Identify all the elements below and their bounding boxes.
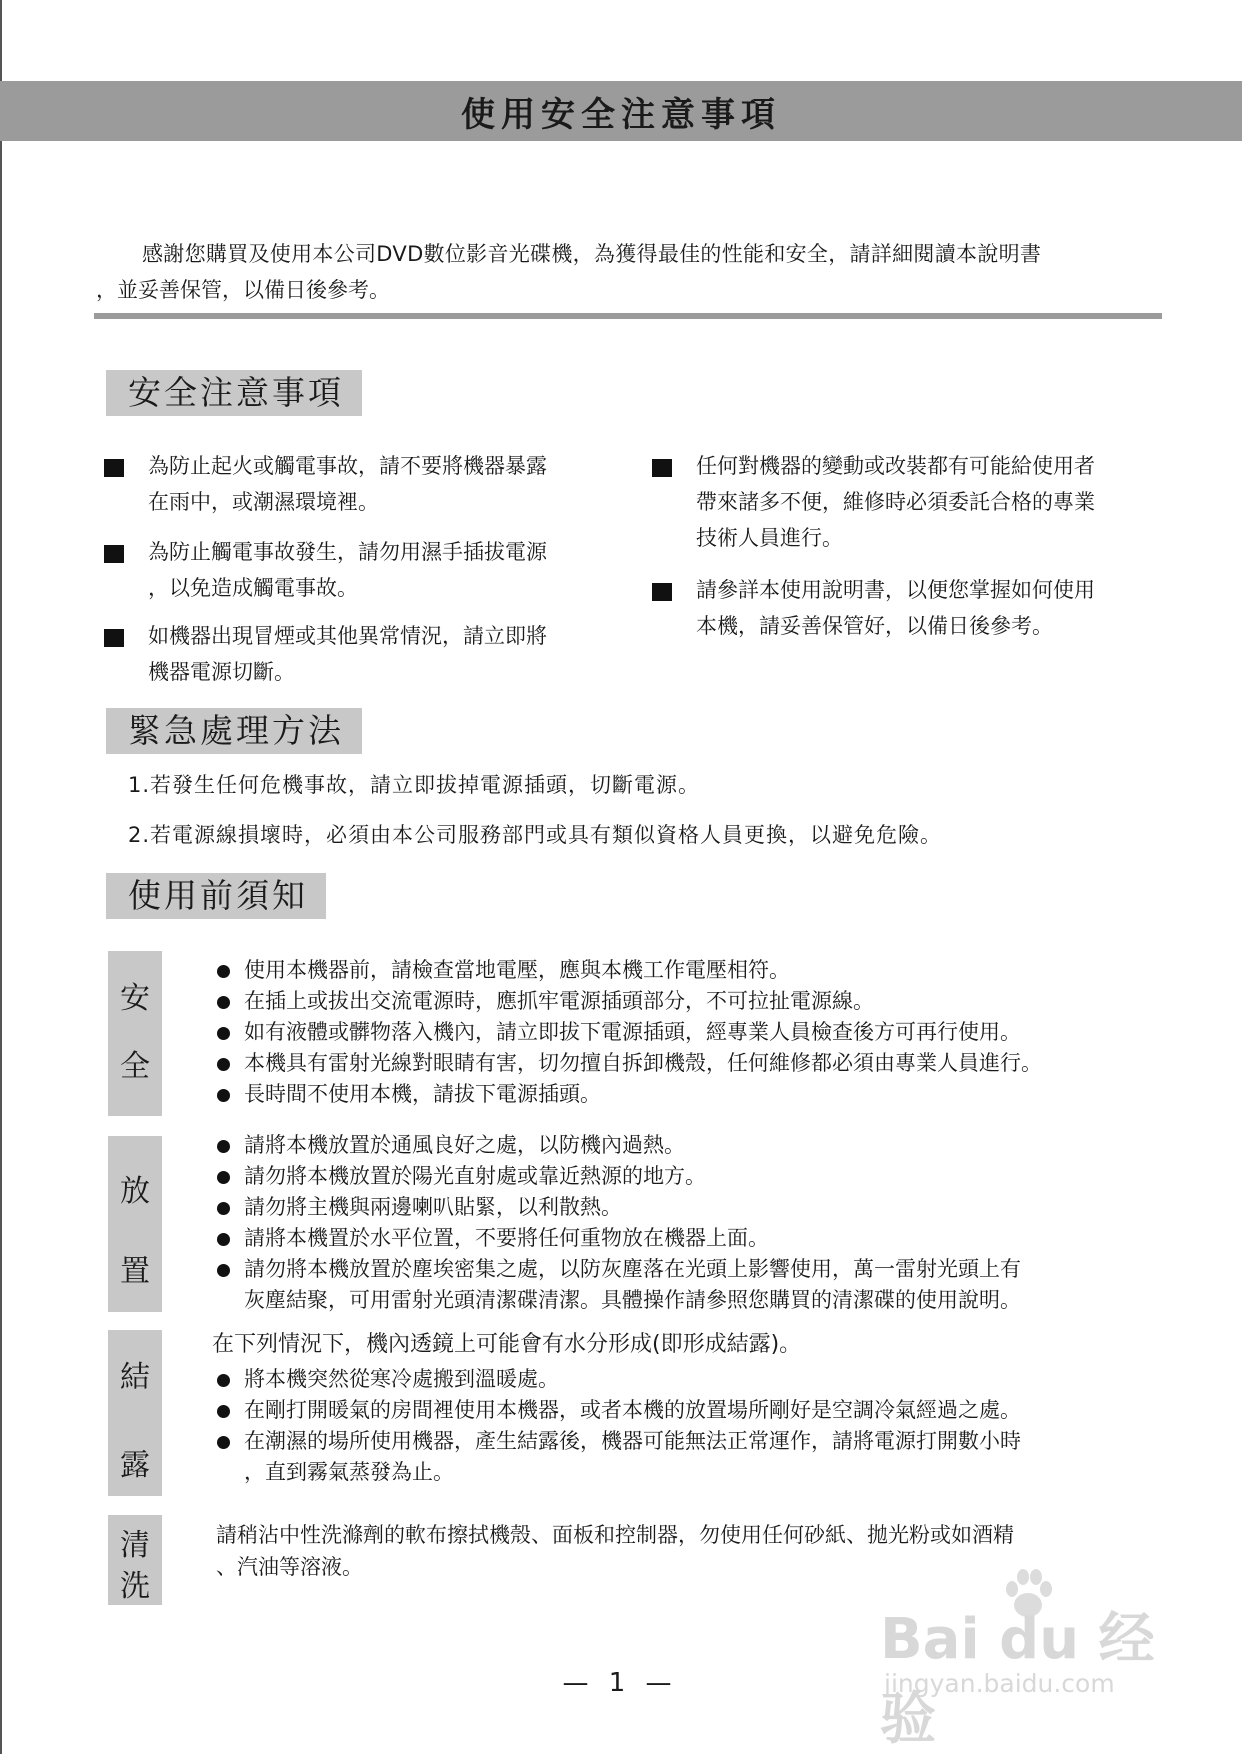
list-item: 使用本機器前，請檢查當地電壓，應與本機工作電壓相符。 xyxy=(214,955,1042,986)
emergency-item: 2.若電源線損壞時，必須由本公司服務部門或具有類似資格人員更換，以避免危險。 xyxy=(128,823,943,847)
side-label-placement xyxy=(108,1136,162,1312)
list-item xyxy=(214,1254,1021,1316)
list-item: 長時間不使用本機，請拔下電源插頭。 xyxy=(214,1079,1042,1110)
side-label-char: 放 xyxy=(120,1174,150,1209)
list-item-text: 在潮濕的場所使用機器，產生結露後，機器可能無法正常運作，請將電源打開數小時 xyxy=(244,1429,1021,1453)
intro-paragraph xyxy=(96,236,1176,308)
square-bullet-icon xyxy=(104,545,124,563)
safety-item-line: 如機器出現冒煙或其他異常情況，請立即將 xyxy=(148,624,547,648)
square-bullet-icon xyxy=(652,459,672,477)
safety-item xyxy=(696,448,1176,556)
side-label-char: 結 xyxy=(120,1360,150,1395)
safety-item-line: 機器電源切斷。 xyxy=(148,660,295,684)
square-bullet-icon xyxy=(104,459,124,477)
safety-item-line: ，以免造成觸電事故。 xyxy=(148,576,358,600)
list-item xyxy=(214,1426,1021,1488)
safety-item xyxy=(696,572,1176,644)
page-edge xyxy=(0,0,2,1754)
condensation-list xyxy=(214,1364,1021,1488)
cleaning-line-2: 、汽油等溶液。 xyxy=(216,1555,363,1579)
side-label-safe xyxy=(108,951,162,1116)
list-item: 在插上或拔出交流電源時，應抓牢電源插頭部分，不可拉扯電源線。 xyxy=(214,986,1042,1017)
list-item: 如有液體或髒物落入機內，請立即拔下電源插頭，經專業人員檢查後方可再行使用。 xyxy=(214,1017,1042,1048)
square-bullet-icon xyxy=(652,583,672,601)
safety-item-line: 請參詳本使用說明書，以便您掌握如何使用 xyxy=(696,578,1095,602)
safety-heading: 安全注意事項 xyxy=(106,370,362,416)
safety-item-line: 帶來諸多不便，維修時必須委託合格的專業 xyxy=(696,490,1095,514)
emergency-item: 1.若發生任何危機事故，請立即拔掉電源插頭，切斷電源。 xyxy=(128,773,701,797)
page-number: — 1 — xyxy=(562,1668,678,1698)
list-item: 請將本機置於水平位置，不要將任何重物放在機器上面。 xyxy=(214,1223,1021,1254)
safety-item-line: 為防止起火或觸電事故，請不要將機器暴露 xyxy=(148,454,547,478)
list-item-continuation: 灰塵結聚，可用雷射光頭清潔碟清潔。具體操作請參照您購買的清潔碟的使用說明。 xyxy=(244,1288,1021,1312)
placement-list xyxy=(214,1130,1021,1316)
safety-item xyxy=(148,618,628,690)
safety-item xyxy=(148,448,628,520)
watermark xyxy=(880,1565,1170,1752)
list-item: 請將本機放置於通風良好之處，以防機內過熱。 xyxy=(214,1130,1021,1161)
list-item: 請勿將主機與兩邊喇叭貼緊，以利散熱。 xyxy=(214,1192,1021,1223)
title-banner xyxy=(0,81,1242,141)
safety-item-line: 技術人員進行。 xyxy=(696,526,843,550)
list-item: 將本機突然從寒冷處搬到溫暖處。 xyxy=(214,1364,1021,1395)
side-label-char: 全 xyxy=(120,1049,150,1084)
intro-line-1: 感謝您購買及使用本公司DVD數位影音光碟機，為獲得最佳的性能和安全，請詳細閱讀本說明書 xyxy=(142,242,1042,266)
safety-item-line: 在雨中，或潮濕環境裡。 xyxy=(148,490,379,514)
side-label-char: 清 xyxy=(120,1528,150,1563)
before-use-heading: 使用前須知 xyxy=(106,873,326,919)
intro-line-2: ，並妥善保管，以備日後參考。 xyxy=(96,278,390,302)
condensation-intro: 在下列情況下，機內透鏡上可能會有水分形成(即形成結露)。 xyxy=(212,1332,802,1357)
safety-item-line: 本機，請妥善保管好，以備日後參考。 xyxy=(696,614,1053,638)
page-title: 使用安全注意事項 xyxy=(461,94,781,135)
list-item: 本機具有雷射光線對眼睛有害，切勿擅自拆卸機殼，任何維修都必須由專業人員進行。 xyxy=(214,1048,1042,1079)
side-label-char: 置 xyxy=(120,1254,150,1289)
emergency-heading: 緊急處理方法 xyxy=(106,708,362,754)
safety-item xyxy=(148,534,628,606)
watermark-url: jingyan.baidu.com xyxy=(884,1669,1115,1698)
list-item-continuation: ，直到霧氣蒸發為止。 xyxy=(244,1460,454,1484)
list-item-text: 請勿將本機放置於塵埃密集之處，以防灰塵落在光頭上影響使用，萬一雷射光頭上有 xyxy=(244,1257,1021,1281)
side-label-condensation xyxy=(108,1330,162,1496)
square-bullet-icon xyxy=(104,629,124,647)
list-item: 請勿將本機放置於陽光直射處或靠近熱源的地方。 xyxy=(214,1161,1021,1192)
safety-item-line: 為防止觸電事故發生，請勿用濕手插拔電源 xyxy=(148,540,547,564)
cleaning-line-1: 請稍沾中性洗滌劑的軟布擦拭機殼、面板和控制器，勿使用任何砂紙、拋光粉或如酒精 xyxy=(216,1523,1014,1547)
list-item: 在剛打開暖氣的房間裡使用本機器，或者本機的放置場所剛好是空調冷氣經過之處。 xyxy=(214,1395,1021,1426)
watermark-brand: Bai du 经验 xyxy=(880,1607,1155,1752)
side-label-char: 露 xyxy=(120,1448,150,1483)
side-label-char: 安 xyxy=(120,981,150,1016)
side-label-char: 洗 xyxy=(120,1569,150,1604)
safe-list xyxy=(214,955,1042,1110)
safety-item-line: 任何對機器的變動或改裝都有可能給使用者 xyxy=(696,454,1095,478)
divider xyxy=(94,313,1162,319)
side-label-cleaning xyxy=(108,1515,162,1605)
